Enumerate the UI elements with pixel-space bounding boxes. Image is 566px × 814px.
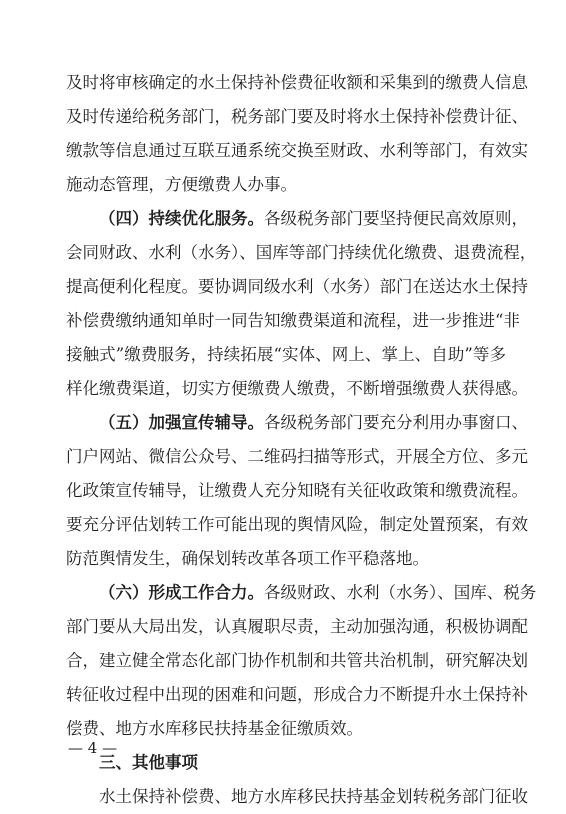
line-text: 缴款等信息通过互联互通系统交换至财政、水利等部门，有效实 (66, 141, 528, 160)
text-line (66, 440, 528, 474)
line-text: 部门要从大局出发，认真履职尽责，主动加强沟通，积极协调配 (66, 617, 528, 636)
paragraph-lead: （五）加强宣传辅导。 (99, 413, 264, 432)
text-line (66, 134, 528, 168)
text-line (66, 678, 528, 712)
line-text: 门户网站、微信公众号、二维码扫描等形式，开展全方位、多元 (66, 447, 528, 466)
document-body (66, 66, 537, 814)
text-line (66, 338, 506, 372)
line-text: 各级税务部门要坚持便民高效原则， (264, 209, 528, 228)
text-line (66, 66, 528, 100)
line-text: 偿费、地方水库移民扶持基金征缴质效。 (66, 719, 363, 738)
text-line (66, 202, 528, 236)
line-text: 要充分评估划转工作可能出现的舆情风险，制定处置预案，有效 (66, 515, 528, 534)
line-text: 三、其他事项 (99, 753, 198, 772)
text-line (66, 474, 528, 508)
line-text: 各级税务部门要充分利用办事窗口、 (264, 413, 528, 432)
text-line (66, 236, 537, 270)
text-line (66, 712, 506, 746)
paragraph-lead: （六）形成工作合力。 (99, 583, 264, 602)
line-text: 及时将审核确定的水土保持补偿费征收额和采集到的缴费人信息 (66, 73, 528, 92)
line-text: 水土保持补偿费、地方水库移民扶持基金划转税务部门征收 (99, 787, 528, 806)
line-text: 各级财政、水利（水务）、国库、税务 (264, 583, 537, 602)
line-text: 化政策宣传辅导，让缴费人充分知晓有关征收政策和缴费流程。 (66, 481, 528, 500)
line-text: 施动态管理，方便缴费人办事。 (66, 175, 297, 194)
text-line (66, 610, 528, 644)
text-line (66, 304, 520, 338)
line-text: 接触式”缴费服务，持续拓展“实体、网上、掌上、自助”等多 (66, 345, 506, 364)
text-line (66, 508, 528, 542)
text-line (66, 542, 506, 576)
line-text: 提高便利化程度。要协调同级水利（水务）部门在送达水土保持 (66, 277, 528, 296)
text-line (66, 100, 528, 134)
line-text: 转征收过程中出现的困难和问题，形成合力不断提升水土保持补 (66, 685, 528, 704)
text-line (66, 168, 506, 202)
line-text: 防范舆情发生，确保划转改革各项工作平稳落地。 (66, 549, 429, 568)
section-heading (66, 746, 506, 780)
line-text: 会同财政、水利（水务）、国库等部门持续优化缴费、退费流程， (66, 243, 537, 262)
line-text: 补偿费缴纳通知单时一同告知缴费渠道和流程，进一步推进“非 (66, 311, 520, 330)
text-line (66, 644, 528, 678)
page-number: — 4 — (68, 739, 118, 757)
text-line (66, 406, 528, 440)
text-line (66, 372, 528, 406)
line-text: 样化缴费渠道，切实方便缴费人缴费，不断增强缴费人获得感。 (66, 379, 528, 398)
text-line (66, 576, 537, 610)
paragraph-lead: （四）持续优化服务。 (99, 209, 264, 228)
text-line (66, 270, 528, 304)
line-text: 合，建立健全常态化部门协作机制和共管共治机制，研究解决划 (66, 651, 528, 670)
line-text: 及时传递给税务部门，税务部门要及时将水土保持补偿费计征、 (66, 107, 528, 126)
text-line (66, 780, 528, 814)
